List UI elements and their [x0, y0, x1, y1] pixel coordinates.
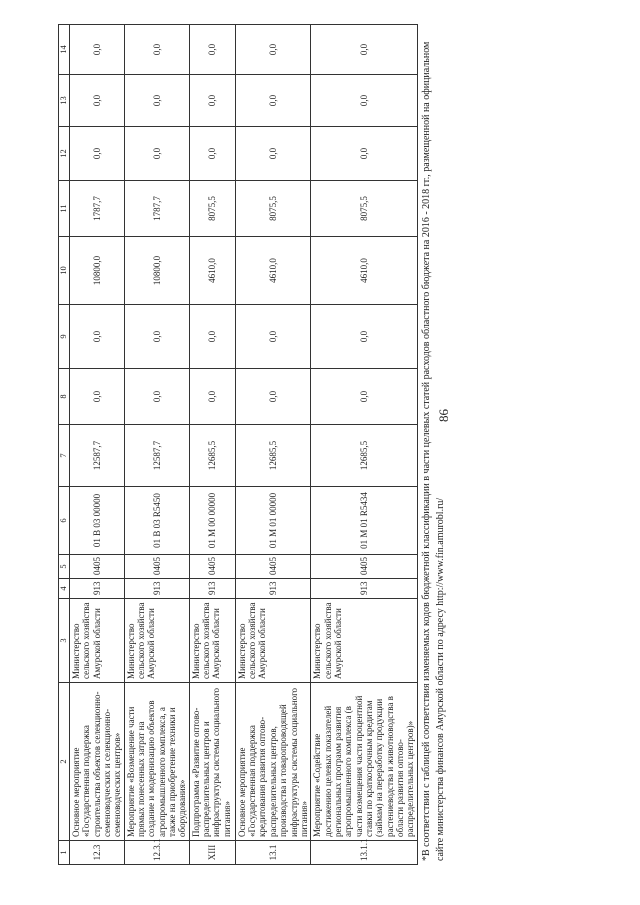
header-cell: 13 — [59, 75, 70, 127]
row-target-code: 01 М 01 00000 — [235, 487, 310, 555]
row-value: 0,0 — [235, 75, 310, 127]
row-section-code: 0405 — [189, 555, 235, 579]
header-cell: 10 — [59, 237, 70, 305]
row-section-code: 0405 — [70, 555, 125, 579]
row-description: Мероприятие «Содействие достижению целевых показателей региональных программ развития агропромышленного комплекса (в части возмещения части процентной ставки по краткосрочным кредитам (займам) на переработку продукции растениеводства и животноводства в области развития оптово-распределительных центров)» — [311, 683, 417, 841]
table-header-row — [59, 25, 70, 865]
header-cell: 9 — [59, 305, 70, 369]
table-row — [311, 25, 417, 865]
row-grbs-code: 913 — [311, 579, 417, 599]
row-responsible: Министерство сельского хозяйства Амурской области — [235, 599, 310, 683]
row-section-code: 0405 — [311, 555, 417, 579]
row-section-code: 0405 — [235, 555, 310, 579]
row-value: 0,0 — [189, 127, 235, 181]
row-value: 12587,7 — [70, 425, 125, 487]
row-value: 0,0 — [235, 369, 310, 425]
row-value: 12685,5 — [311, 425, 417, 487]
row-value: 0,0 — [124, 75, 189, 127]
row-target-code: 01 М 01 R5434 — [311, 487, 417, 555]
row-value: 0,0 — [70, 127, 125, 181]
row-value: 12685,5 — [189, 425, 235, 487]
header-cell: 4 — [59, 579, 70, 599]
budget-table — [58, 24, 418, 865]
row-value: 0,0 — [189, 369, 235, 425]
row-responsible: Министерство сельского хозяйства Амурской области — [70, 599, 125, 683]
header-cell: 8 — [59, 369, 70, 425]
header-cell: 5 — [59, 555, 70, 579]
header-cell: 2 — [59, 683, 70, 841]
rotated-table-page — [58, 25, 498, 865]
row-value: 1787,7 — [124, 181, 189, 237]
row-value: 0,0 — [189, 75, 235, 127]
row-value: 0,0 — [124, 369, 189, 425]
row-description: Основное мероприятие «Государственная поддержка кредитования развития оптово-распределительных центров, производства и товаропроводящей инфраструктуры системы социального питания» — [235, 683, 310, 841]
row-description: Мероприятие «Возмещение части прямых понесенных затрат на создание и модернизацию объектов агропромышленного комплекса, а также на приобретение техники и оборудования» — [124, 683, 189, 841]
row-number: XIII — [189, 841, 235, 865]
row-section-code: 0405 — [124, 555, 189, 579]
row-value: 0,0 — [70, 75, 125, 127]
page-number: 86 — [436, 409, 451, 422]
row-grbs-code: 913 — [235, 579, 310, 599]
row-value: 12685,5 — [235, 425, 310, 487]
row-target-code: 01 В 03 R5450 — [124, 487, 189, 555]
row-value: 0,0 — [70, 305, 125, 369]
row-value: 0,0 — [124, 127, 189, 181]
row-target-code: 01 М 00 00000 — [189, 487, 235, 555]
table-row — [189, 25, 235, 865]
table-row — [70, 25, 125, 865]
row-grbs-code: 913 — [189, 579, 235, 599]
row-grbs-code: 913 — [70, 579, 125, 599]
row-target-code: 01 В 03 00000 — [70, 487, 125, 555]
header-cell: 14 — [59, 25, 70, 75]
row-value: 0,0 — [311, 75, 417, 127]
header-cell: 12 — [59, 127, 70, 181]
row-value: 10800,0 — [124, 237, 189, 305]
row-value: 0,0 — [311, 305, 417, 369]
row-value: 0,0 — [189, 305, 235, 369]
row-value: 4610,0 — [189, 237, 235, 305]
row-value: 1787,7 — [70, 181, 125, 237]
row-value: 4610,0 — [235, 237, 310, 305]
row-value: 8075,5 — [235, 181, 310, 237]
row-value: 12587,7 — [124, 425, 189, 487]
row-value: 10800,0 — [70, 237, 125, 305]
table-row — [235, 25, 310, 865]
row-number: 12.3 — [70, 841, 125, 865]
row-value: 0,0 — [311, 127, 417, 181]
row-value: 4610,0 — [311, 237, 417, 305]
row-responsible: Министерство сельского хозяйства Амурской области — [311, 599, 417, 683]
row-number: 13.1 — [235, 841, 310, 865]
row-value: 0,0 — [124, 25, 189, 75]
row-number: 13.1.1 — [311, 841, 417, 865]
row-value: 0,0 — [70, 369, 125, 425]
row-value: 0,0 — [235, 127, 310, 181]
row-value: 0,0 — [189, 25, 235, 75]
row-description: Подпрограмма «Развитие оптово-распределительных центров и инфраструктуры системы социального питания» — [189, 683, 235, 841]
header-cell: 7 — [59, 425, 70, 487]
row-responsible: Министерство сельского хозяйства Амурской области — [189, 599, 235, 683]
row-value: 8075,5 — [311, 181, 417, 237]
row-responsible: Министерство сельского хозяйства Амурской области — [124, 599, 189, 683]
row-number: 12.3.1 — [124, 841, 189, 865]
row-value: 0,0 — [235, 25, 310, 75]
row-description: Основное мероприятие «Государственная поддержка строительства объектов селекционно-семеноводческих и селекционно-семеноводческих центров» — [70, 683, 125, 841]
row-value: 0,0 — [235, 305, 310, 369]
row-value: 0,0 — [124, 305, 189, 369]
row-value: 8075,5 — [189, 181, 235, 237]
row-grbs-code: 913 — [124, 579, 189, 599]
row-value: 0,0 — [311, 369, 417, 425]
header-cell: 6 — [59, 487, 70, 555]
row-value: 0,0 — [311, 25, 417, 75]
table-row — [124, 25, 189, 865]
header-cell: 3 — [59, 599, 70, 683]
header-cell: 1 — [59, 841, 70, 865]
header-cell: 11 — [59, 181, 70, 237]
row-value: 0,0 — [70, 25, 125, 75]
footnote: *В соответствии с таблицей соответствия изменяемых кодов бюджетной классификации в части целевых статей расходов областного бюджета на 2016 - 2018 гг., размещенной на официальном сайте министерства финансов Амурской области по адресу http://www.fin.amurobl.ru/ — [421, 41, 446, 861]
